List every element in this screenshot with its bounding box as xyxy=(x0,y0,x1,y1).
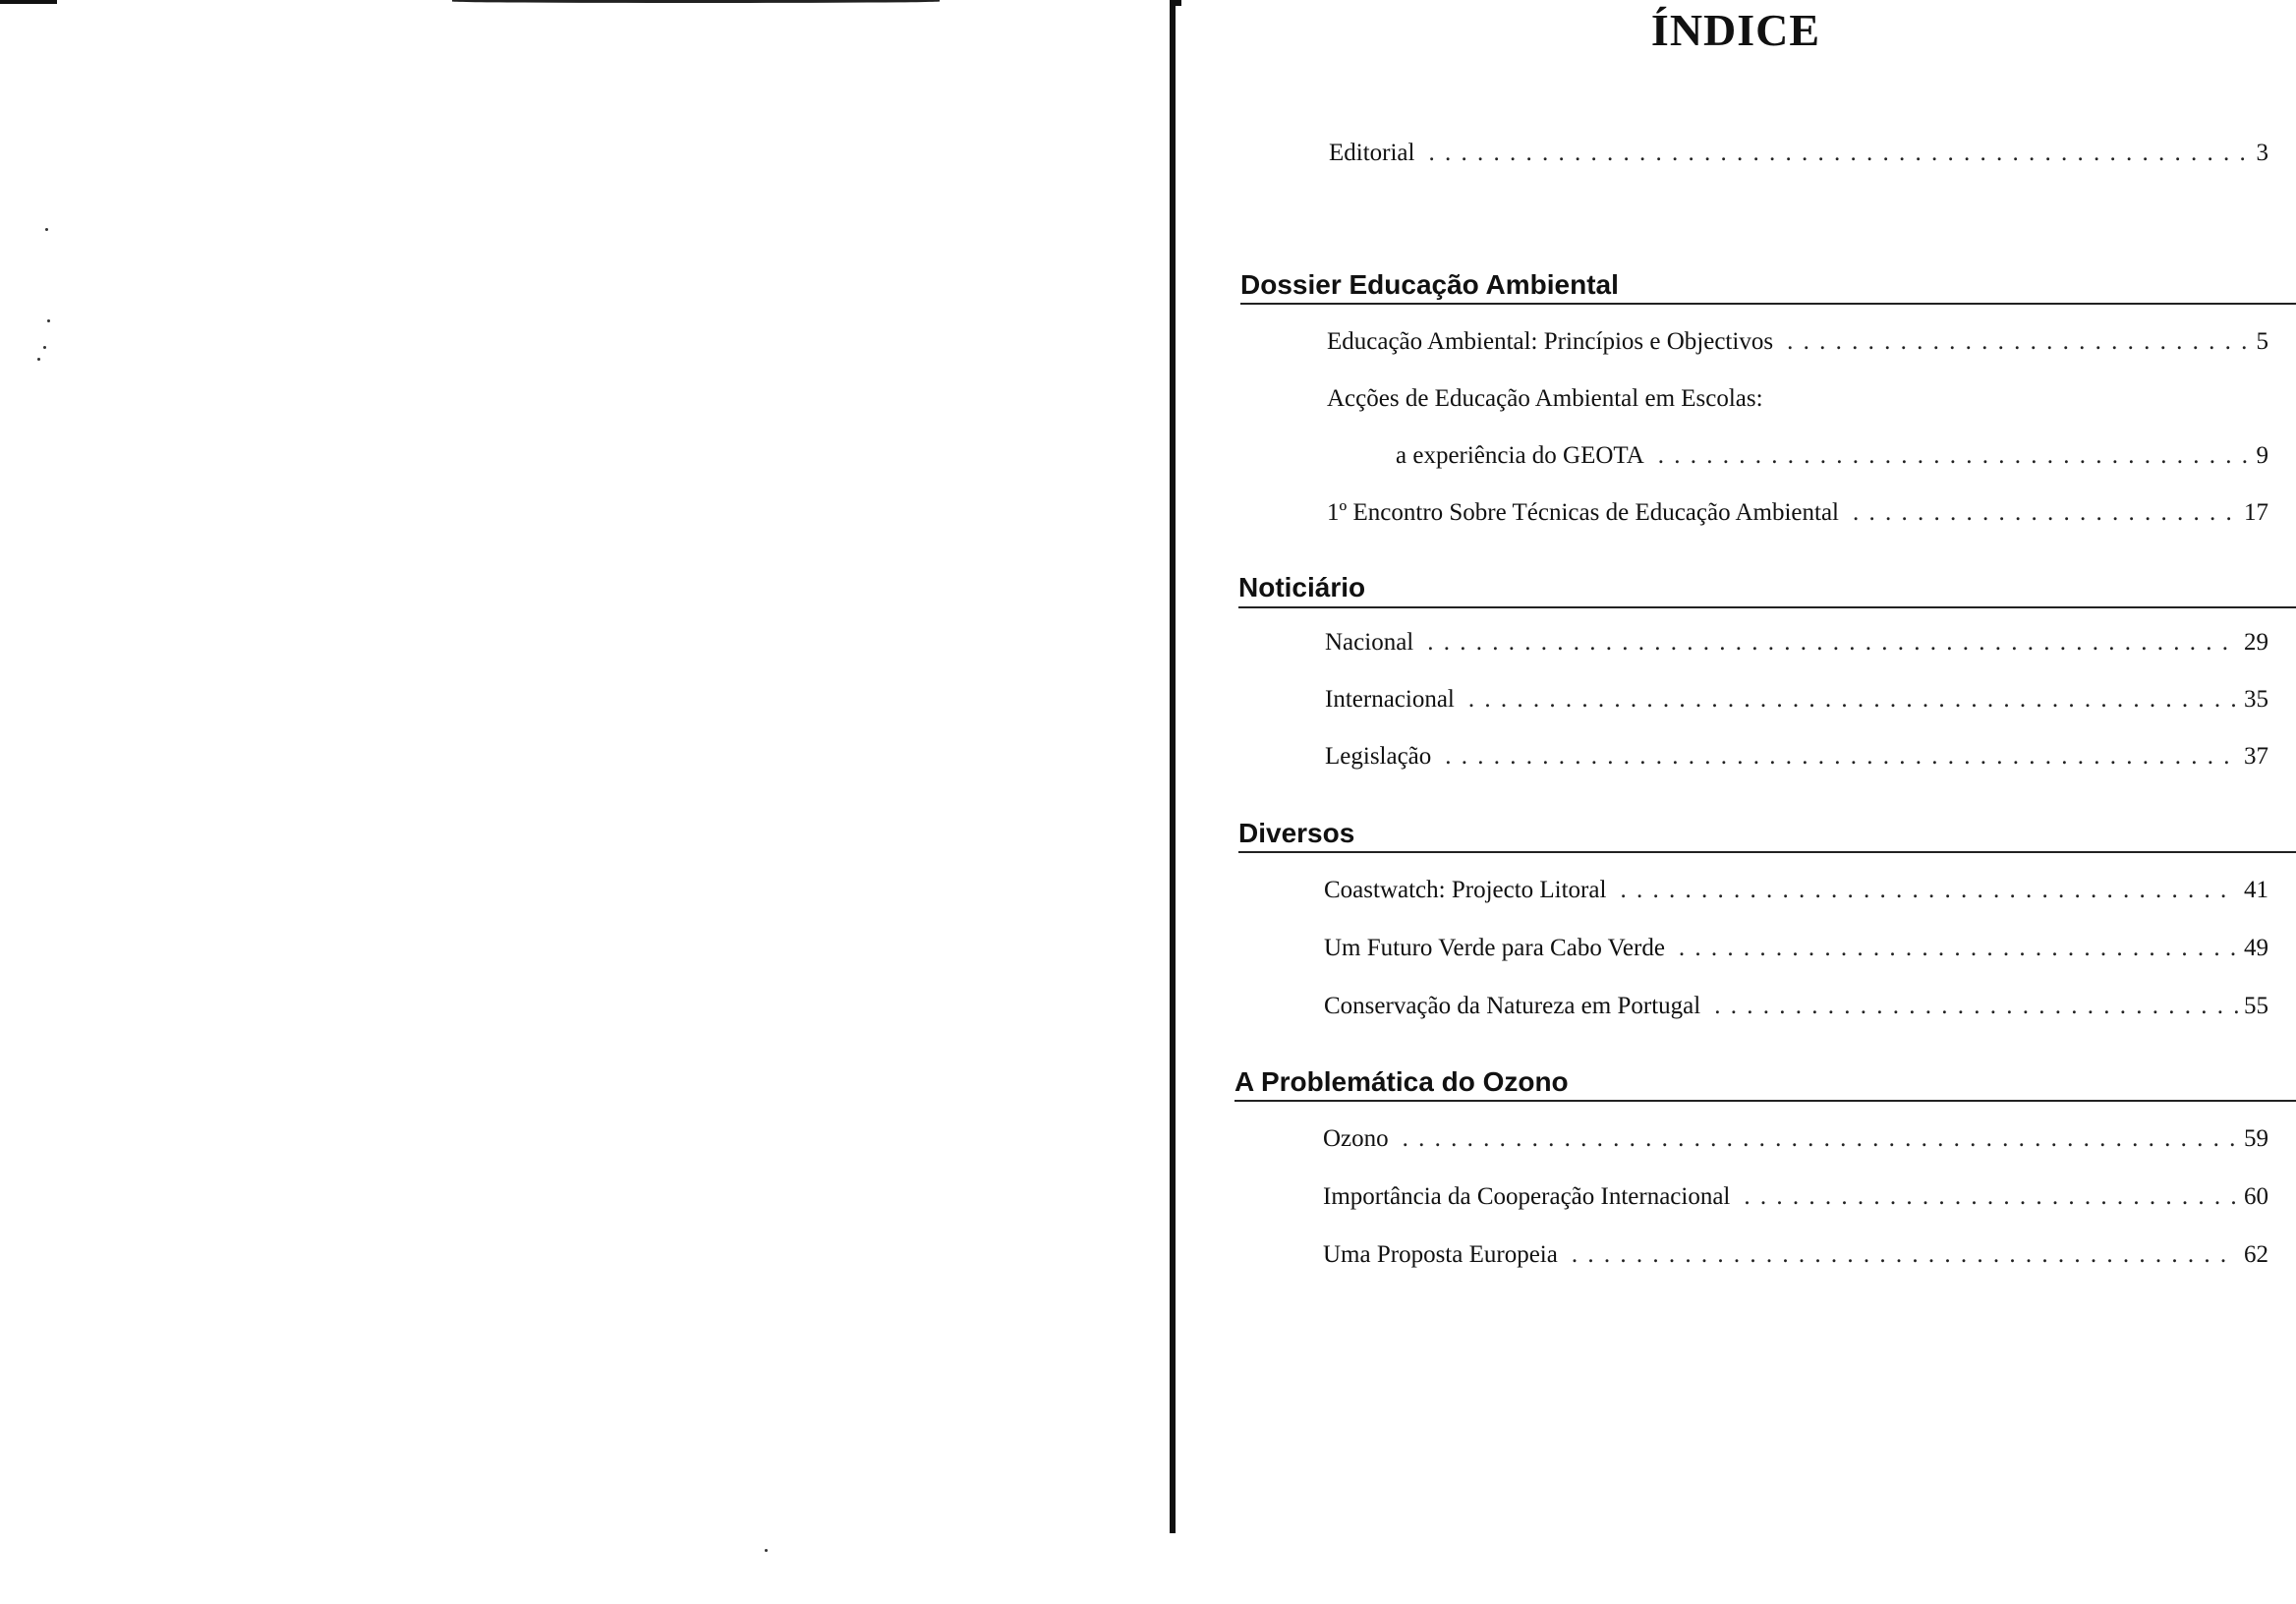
section-heading-diversos: Diversos xyxy=(1238,818,1355,848)
section-heading-noticiario: Noticiário xyxy=(1238,572,1366,602)
toc-entry-label: Uma Proposta Europeia xyxy=(1323,1241,1558,1268)
toc-entry[interactable] xyxy=(1327,328,2268,356)
dot-leader xyxy=(1658,442,2251,470)
toc-entry-page: 41 xyxy=(2244,877,2268,903)
dot-leader xyxy=(1445,743,2238,771)
dot-leader xyxy=(1427,629,2238,657)
dot-leader xyxy=(1403,1125,2238,1153)
dot-leader xyxy=(1744,1183,2238,1211)
toc-entry[interactable] xyxy=(1325,686,2268,714)
toc-entry-label: Educação Ambiental: Princípios e Objectivos xyxy=(1327,328,1774,355)
toc-entry-label: 1º Encontro Sobre Técnicas de Educação Ambiental xyxy=(1327,499,1839,526)
scan-speck xyxy=(43,346,46,349)
dot-leader xyxy=(1679,935,2238,962)
scan-top-edge xyxy=(452,0,940,3)
section-heading-ozono: A Problemática do Ozono xyxy=(1234,1066,1569,1097)
toc-entry-page: 29 xyxy=(2244,629,2268,656)
dot-leader xyxy=(1714,993,2238,1020)
scan-speck xyxy=(47,319,50,322)
dot-leader xyxy=(1620,877,2238,904)
book-spine xyxy=(1170,0,1176,1533)
section-heading-dossier: Dossier Educação Ambiental xyxy=(1240,269,1619,300)
toc-entry-label: Importância da Cooperação Internacional xyxy=(1323,1183,1731,1210)
dot-leader xyxy=(1787,328,2250,356)
toc-entry-page: 35 xyxy=(2244,686,2268,713)
toc-entry-label: Conservação da Natureza em Portugal xyxy=(1324,993,1701,1019)
scan-speck xyxy=(45,228,48,231)
toc-entry-page: 9 xyxy=(2256,442,2268,469)
toc-entry-page: 5 xyxy=(2256,328,2268,355)
dot-leader xyxy=(1853,499,2238,527)
scan-speck xyxy=(765,1549,768,1552)
toc-entry-page: 59 xyxy=(2244,1125,2268,1152)
toc-entry[interactable] xyxy=(1325,629,2268,657)
dot-leader xyxy=(1468,686,2238,714)
toc-entry[interactable] xyxy=(1396,442,2268,470)
toc-entry-label: Internacional xyxy=(1325,686,1455,713)
toc-entry[interactable] xyxy=(1325,743,2268,771)
toc-entry[interactable] xyxy=(1323,1125,2268,1153)
toc-entry[interactable] xyxy=(1324,993,2268,1020)
toc-entry-label: Legislação xyxy=(1325,743,1432,770)
toc-entry-label: Um Futuro Verde para Cabo Verde xyxy=(1324,935,1665,961)
toc-entry-page: 62 xyxy=(2244,1241,2268,1268)
toc-entry-page: 3 xyxy=(2256,140,2268,166)
toc-entry-page: 37 xyxy=(2244,743,2268,770)
toc-entry-label: Nacional xyxy=(1325,629,1414,656)
scan-speck xyxy=(37,358,40,361)
toc-entry-label: Acções de Educação Ambiental em Escolas: xyxy=(1327,385,1763,412)
toc-entry[interactable] xyxy=(1324,877,2268,904)
toc-entry-page: 17 xyxy=(2244,499,2268,526)
toc-entry-label: Coastwatch: Projecto Litoral xyxy=(1324,877,1607,903)
toc-entry[interactable] xyxy=(1327,499,2268,527)
section-rule xyxy=(1238,851,2296,853)
dot-leader xyxy=(1572,1241,2238,1269)
section-rule xyxy=(1234,1100,2296,1102)
toc-entry[interactable] xyxy=(1324,935,2268,962)
dot-leader xyxy=(1428,140,2250,167)
scan-corner-mark xyxy=(0,0,57,4)
toc-entry[interactable] xyxy=(1323,1183,2268,1211)
toc-entry-page: 60 xyxy=(2244,1183,2268,1210)
toc-entry-editorial[interactable] xyxy=(1329,140,2268,167)
toc-entry-page: 55 xyxy=(2244,993,2268,1019)
section-rule xyxy=(1238,606,2296,608)
toc-entry-label: Editorial xyxy=(1329,140,1415,166)
page-title: ÍNDICE xyxy=(1650,5,1821,55)
toc-entry[interactable] xyxy=(1323,1241,2268,1269)
section-rule xyxy=(1240,303,2296,305)
toc-entry-page: 49 xyxy=(2244,935,2268,961)
toc-entry-label: Ozono xyxy=(1323,1125,1389,1152)
toc-entry-label: a experiência do GEOTA xyxy=(1396,442,1644,469)
right-page xyxy=(1170,0,2296,1604)
